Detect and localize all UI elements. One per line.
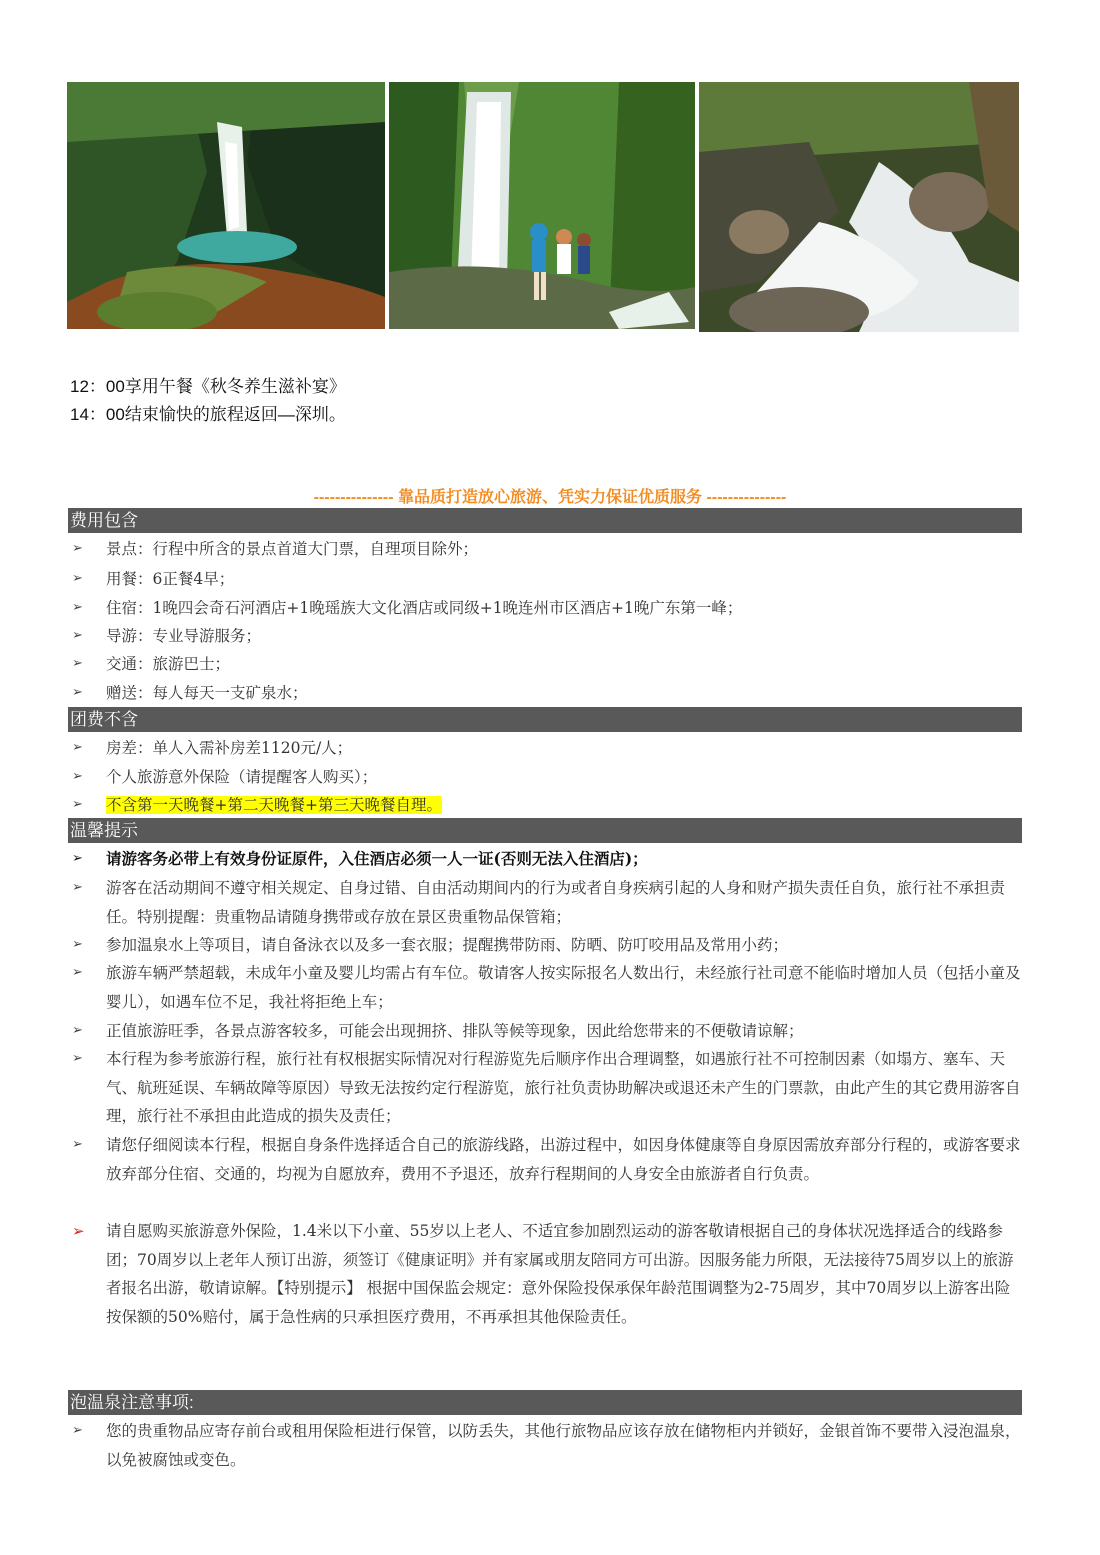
photo-strip xyxy=(67,82,1019,332)
list-item: ➢ 本行程为参考旅游行程，旅行社有权根据实际情况对行程游览先后顺序作出合理调整，如遇旅行社不可控制因素（如塌方、塞车、天气、航班延误、车辆故障等原因）导致无法按约定行程游览，旅行社负责协助解决或退还未产生的门票款，由此产生的其它费用游客自理，旅行社不承担由此造成的损失及责任； xyxy=(72,1045,1022,1131)
list-item: ➢ 请您仔细阅读本行程，根据自身条件选择适合自己的旅游线路，出游过程中，如因身体健康等自身原因需放弃部分行程的，或游客要求放弃部分住宿、交通的，均视为自愿放弃，费用不予退还，放弃行程期间的人身安全由旅游者自行负责。 xyxy=(72,1131,1022,1188)
list-item: ➢ 您的贵重物品应寄存前台或租用保险柜进行保管，以防丢失，其他行旅物品应该存放在储物柜内并锁好，金银首饰不要带入浸泡温泉，以免被腐蚀或变色。 xyxy=(72,1417,1022,1474)
bullet-arrow-icon: ➢ xyxy=(72,600,83,615)
list-item: ➢ 正值旅游旺季，各景点游客较多，可能会出现拥挤、排队等候等现象，因此给您带来的不便敬请谅解； xyxy=(72,1017,1022,1046)
list-item: ➢ 房差：单人入需补房差1120元/人； xyxy=(72,734,1022,763)
bullet-arrow-icon: ➢ xyxy=(72,656,83,671)
bullet-arrow-icon: ➢ xyxy=(72,769,83,784)
bullet-arrow-icon: ➢ xyxy=(72,740,83,755)
bullet-arrow-icon: ➢ xyxy=(72,1423,83,1438)
list-item: ➢ 用餐：6正餐4早； xyxy=(72,565,1022,594)
bullet-arrow-icon: ➢ xyxy=(72,1051,83,1066)
schedule-line-return: 14：00结束愉快的旅程返回—深圳。 xyxy=(70,405,346,424)
slogan-banner: --------------- 靠品质打造放心旅游、凭实力保证优质服务 --------------- xyxy=(313,489,787,506)
list-item: ➢ 交通：旅游巴士； xyxy=(72,650,1022,679)
list-item: ➢ 导游：专业导游服务； xyxy=(72,622,1022,651)
section-header-fee-excluded: 团费不含 xyxy=(68,707,1022,732)
list-item: ➢ 个人旅游意外保险（请提醒客人购买）； xyxy=(72,763,1022,792)
list-item xyxy=(72,791,1022,820)
bullet-arrow-icon: ➢ xyxy=(72,571,83,586)
bullet-arrow-icon: ➢ xyxy=(72,880,83,895)
bullet-arrow-icon: ➢ xyxy=(72,685,83,700)
bullet-arrow-icon: ➢ xyxy=(72,541,83,556)
section-header-tips: 温馨提示 xyxy=(68,818,1022,843)
section-header-hot-spring: 泡温泉注意事项: xyxy=(68,1390,1022,1415)
list-item: ➢ 游客在活动期间不遵守相关规定、自身过错、自由活动期间内的行为或者自身疾病引起的人身和财产损失责任自负，旅行社不承担责任。特别提醒：贵重物品请随身携带或存放在景区贵重物品保管箱； xyxy=(72,874,1022,931)
rocky-rapids-photo xyxy=(699,82,1019,332)
bullet-arrow-icon: ➢ xyxy=(72,937,83,952)
section-header-fee-included: 费用包含 xyxy=(68,508,1022,533)
bullet-arrow-icon: ➢ xyxy=(72,628,83,643)
red-bullet-arrow-icon: ➢ xyxy=(72,1222,85,1240)
canyon-waterfall-photo xyxy=(67,82,385,329)
list-item: ➢ 景点：行程中所含的景点首道大门票，自理项目除外； xyxy=(72,535,1022,564)
bullet-arrow-icon: ➢ xyxy=(72,1023,83,1038)
list-item: ➢ 住宿：1晚四会奇石河酒店+1晚瑶族大文化酒店或同级+1晚连州市区酒店+1晚广东第一峰； xyxy=(72,594,1022,623)
tall-waterfall-hikers-photo xyxy=(389,82,695,329)
list-item: ➢ 参加温泉水上等项目，请自备泳衣以及多一套衣服；提醒携带防雨、防晒、防叮咬用品及常用小药； xyxy=(72,931,1022,960)
bullet-arrow-icon: ➢ xyxy=(72,851,83,866)
highlighted-note: 不含第一天晚餐+第二天晚餐+第三天晚餐自理。 xyxy=(106,796,442,814)
list-item: ➢ 请游客务必带上有效身份证原件，入住酒店必须一人一证(否则无法入住酒店)； xyxy=(72,845,1022,874)
bullet-arrow-icon: ➢ xyxy=(72,1137,83,1152)
bullet-arrow-icon: ➢ xyxy=(72,797,83,812)
schedule-line-lunch: 12：00享用午餐《秋冬养生滋补宴》 xyxy=(70,377,346,396)
bullet-arrow-icon: ➢ xyxy=(72,965,83,980)
list-item: ➢ 赠送：每人每天一支矿泉水； xyxy=(72,679,1022,708)
list-item: ➢ 旅游车辆严禁超载，未成年小童及婴儿均需占有车位。敬请客人按实际报名人数出行，未经旅行社司意不能临时增加人员（包括小童及婴儿），如遇车位不足，我社将拒绝上车； xyxy=(72,959,1022,1016)
list-item: ➢ 请自愿购买旅游意外保险，1.4米以下小童、55岁以上老人、不适宜参加剧烈运动的游客敬请根据自己的身体状况选择适合的线路参团；70周岁以上老年人预订出游，须签订《健康证明》并有家属或朋友陪同方可出游。因服务能力所限，无法接待75周岁以上的旅游者报名出游，敬请谅解。【特别提示】 根据中国保监会规定：意外保险投保承保年龄范围调整为2-75周岁，其中70周岁以上游客出险按保额的50%赔付，属于急性病的只承担医疗费用，不再承担其他保险责任。 xyxy=(72,1217,1022,1331)
